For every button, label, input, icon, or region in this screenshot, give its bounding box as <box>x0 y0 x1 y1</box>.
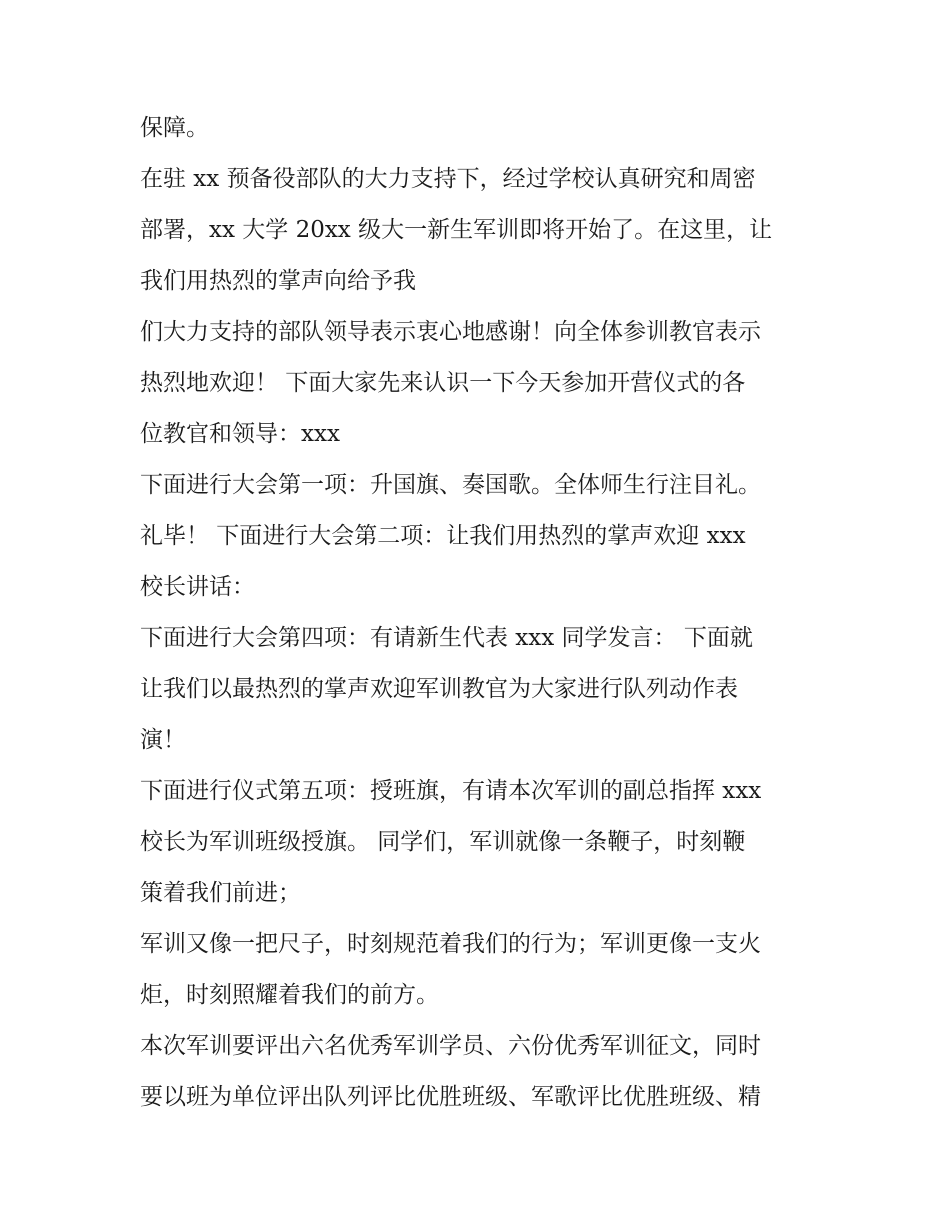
text-line: 军训又像一把尺子，时刻规范着我们的行为；军训更像一支火 <box>140 931 761 957</box>
text-line: 保障。 <box>140 115 209 141</box>
text-line: 下面进行大会第四项：有请新生代表 xxx 同学发言： 下面就 <box>140 625 753 651</box>
text-line: 下面进行仪式第五项：授班旗，有请本次军训的副总指挥 xxx <box>140 778 762 804</box>
body-text <box>140 103 820 1123</box>
text-line: 校长讲话： <box>140 574 255 600</box>
text-line: 演！ <box>140 727 186 753</box>
text-line: 策着我们前进； <box>140 880 301 906</box>
text-line: 炬，时刻照耀着我们的前方。 <box>140 982 439 1008</box>
text-line: 校长为军训班级授旗。 同学们，军训就像一条鞭子，时刻鞭 <box>140 829 746 855</box>
text-line: 热烈地欢迎！ 下面大家先来认识一下今天参加开营仪式的各 <box>140 370 746 396</box>
text-line: 礼毕！ 下面进行大会第二项：让我们用热烈的掌声欢迎 xxx <box>140 523 746 549</box>
text-line: 让我们以最热烈的掌声欢迎军训教官为大家进行队列动作表 <box>140 676 738 702</box>
text-line: 我们用热烈的掌声向给予我 <box>140 268 416 294</box>
text-line: 位教官和领导：xxx <box>140 421 340 447</box>
text-line: 部署，xx 大学 20xx 级大一新生军训即将开始了。在这里，让 <box>140 217 773 243</box>
text-line: 本次军训要评出六名优秀军训学员、六份优秀军训征文，同时 <box>140 1033 761 1059</box>
text-line: 们大力支持的部队领导表示衷心地感谢！向全体参训教官表示 <box>140 319 761 345</box>
text-line: 下面进行大会第一项：升国旗、奏国歌。全体师生行注目礼。 <box>140 472 761 498</box>
text-line: 要以班为单位评出队列评比优胜班级、军歌评比优胜班级、精 <box>140 1084 761 1110</box>
text-line: 在驻 xx 预备役部队的大力支持下，经过学校认真研究和周密 <box>140 166 756 192</box>
